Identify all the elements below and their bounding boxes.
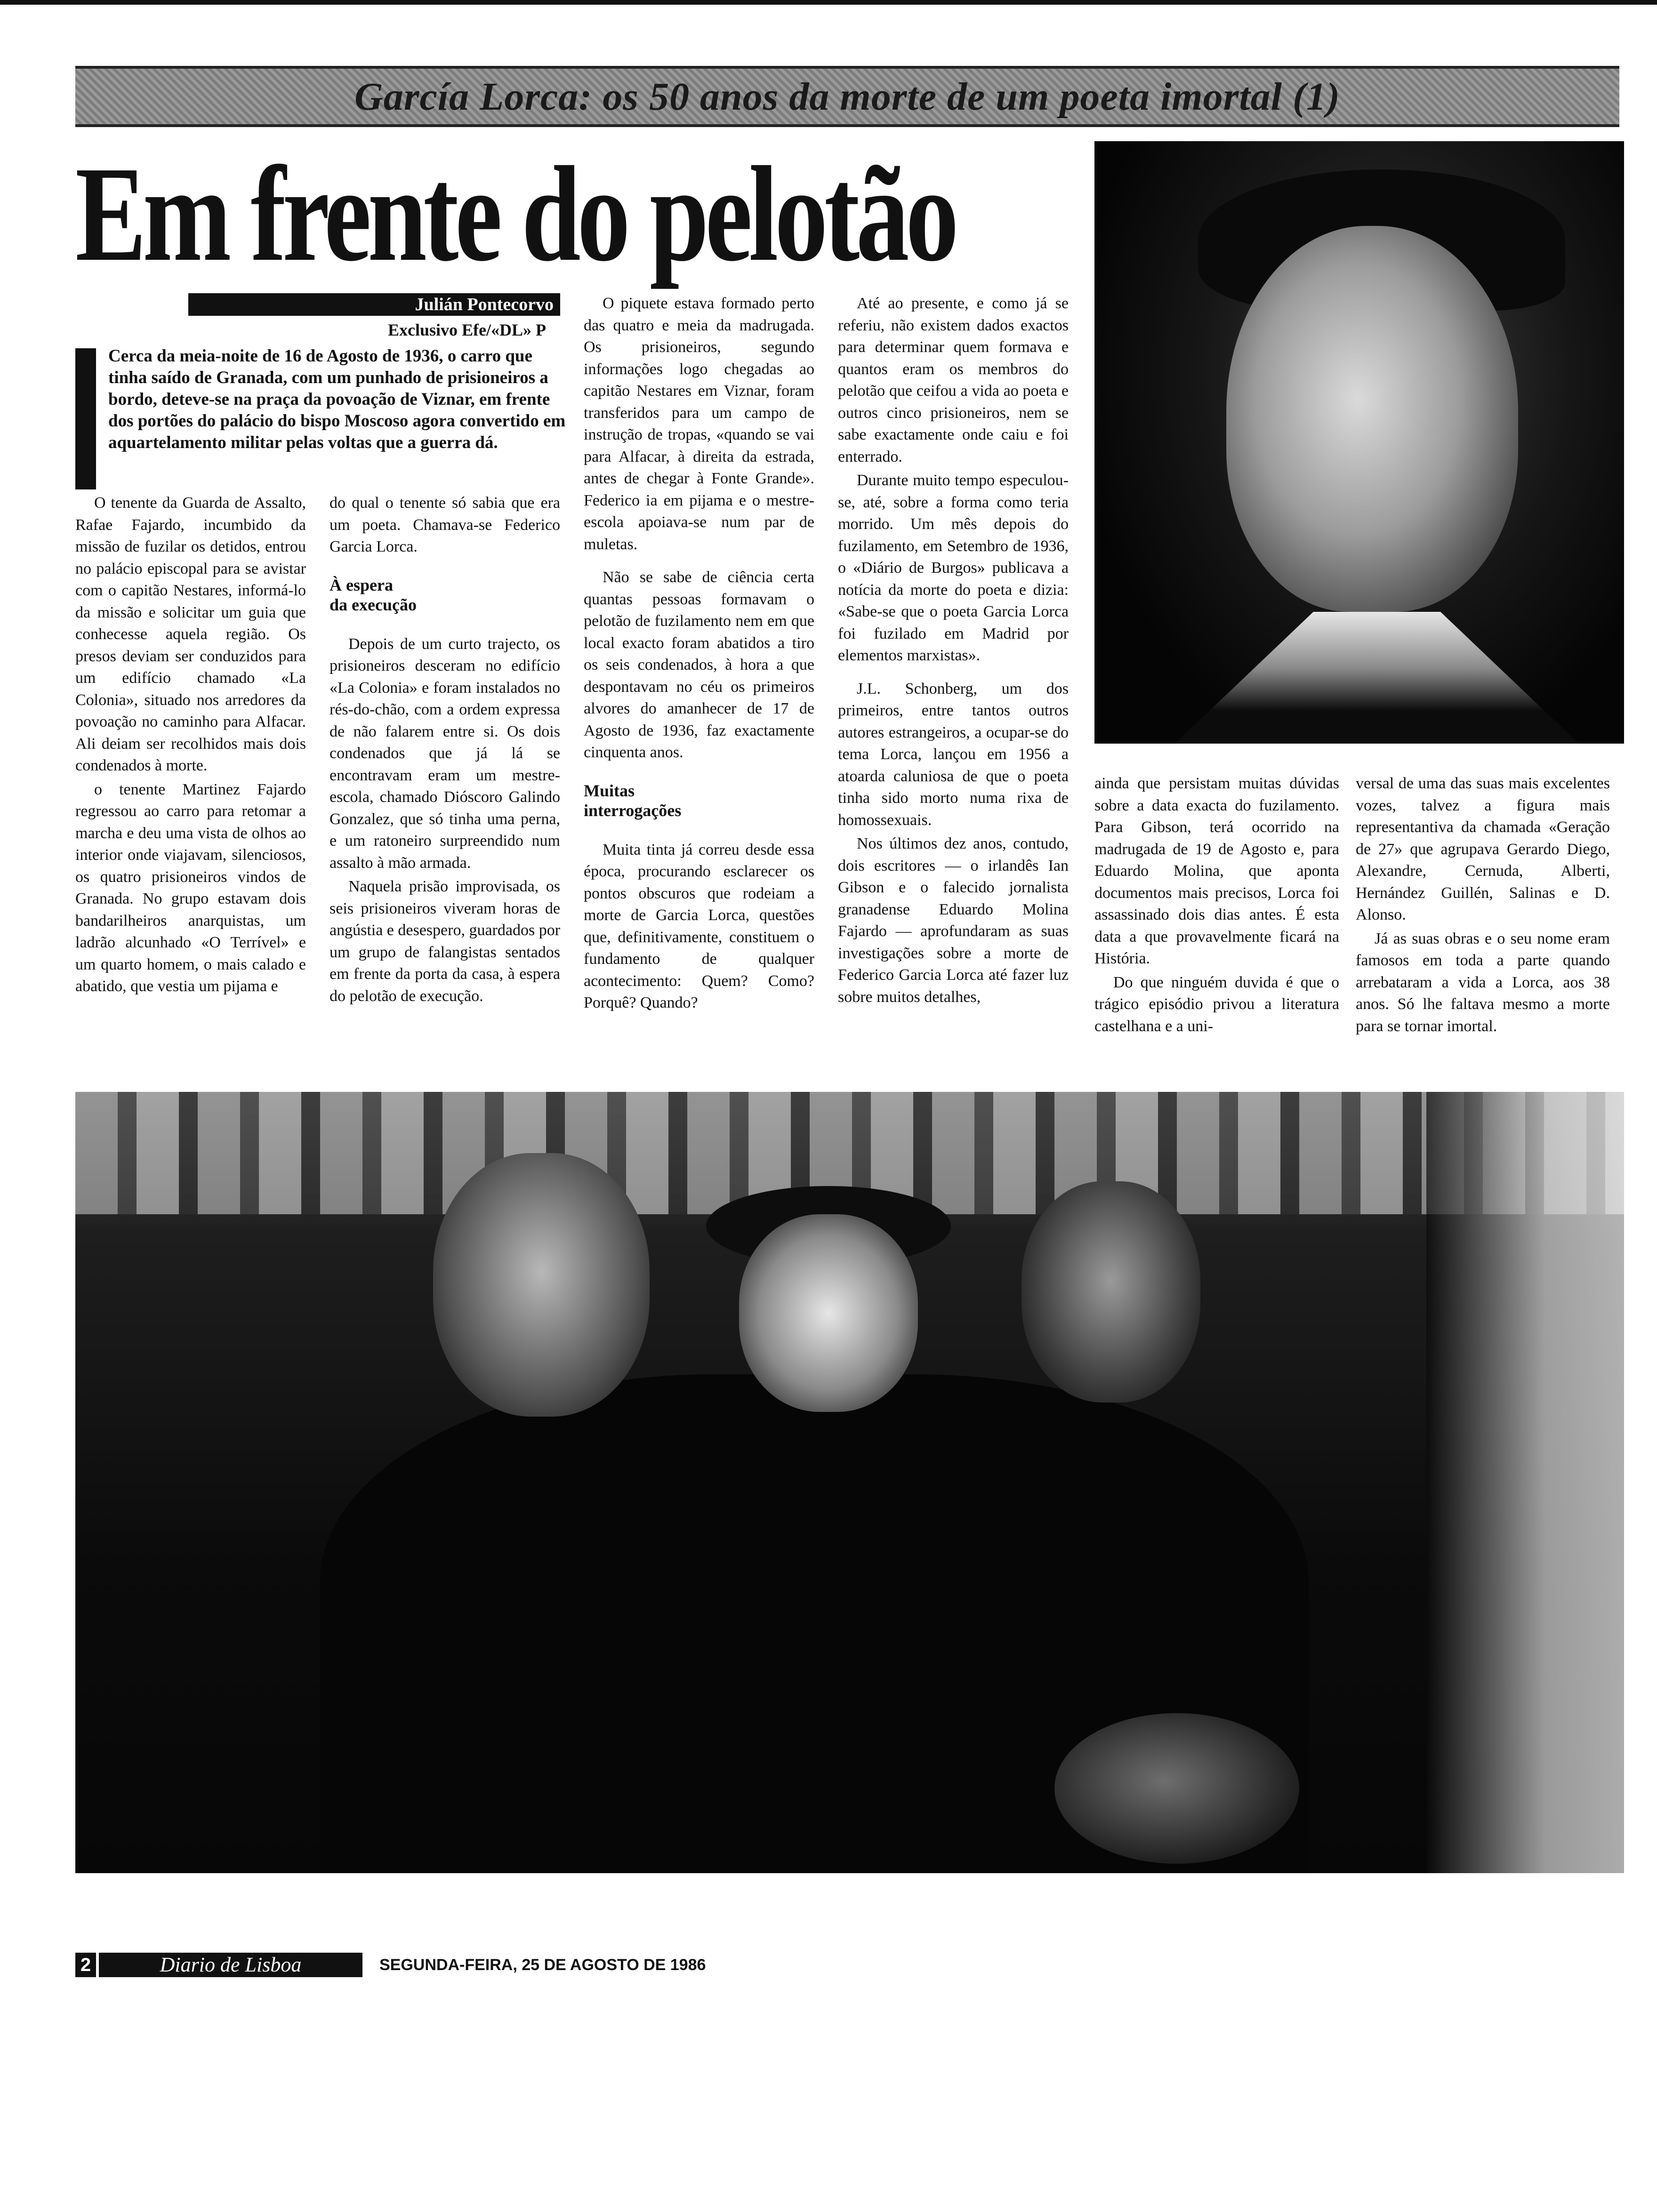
paragraph: Do que ninguém duvida é que o trágico episódio privou a literatura castelhana e a uni- bbox=[1094, 973, 1339, 1035]
paragraph: Já as suas obras e o seu nome eram famosos em toda a parte quando arrebataram a vida a Lorca, aos 38 anos. Só lhe faltava mesmo a morte para se tornar imortal. bbox=[1356, 930, 1610, 1035]
article-column-5 bbox=[1094, 773, 1339, 1039]
photo-person-left bbox=[433, 1153, 650, 1417]
paragraph: Nos últimos dez anos, contudo, dois escritores — o irlandês Ian Gibson e o falecido jornalista granadense Eduardo Molina Fajardo — aprofundaram as suas investigações sobre a morte de Federico Garcia Lorca até fazer luz sobre muitos detalhes, bbox=[838, 835, 1069, 1006]
article-column-3 bbox=[584, 293, 814, 1016]
photo-person-center bbox=[739, 1214, 918, 1412]
page-number: 2 bbox=[75, 1953, 96, 1977]
paragraph: Depois de um curto trajecto, os prisioneiros desceram no edifício «La Colonia» e foram instalados no rés-do-chão, com a ordem expressa de não falarem entre si. Os dois condenados que já lá se encontravam eram um mestre-escola, chamado Dióscoro Galindo Gonzalez, que só tinha uma perna, e um ratoneiro surpreendido num assalto à mão armada. bbox=[330, 635, 560, 872]
subheading-line: Muitas bbox=[584, 781, 635, 800]
article-column-2 bbox=[330, 492, 560, 1009]
portrait-photo bbox=[1094, 141, 1624, 744]
photo-light-edge bbox=[1426, 1092, 1624, 1873]
paragraph: Naquela prisão improvisada, os seis prisioneiros viveram horas de angústia e desespero, guardados por um grupo de falangistas sentados em frente da porta da casa, à espera do pelotão de execução. bbox=[330, 878, 561, 1005]
paragraph: do qual o tenente só sabia que era um poeta. Chamava-se Federico Garcia Lorca. bbox=[330, 494, 560, 555]
headline: Em frente do pelotão bbox=[75, 138, 956, 289]
page-footer bbox=[75, 1948, 828, 1981]
paragraph: O tenente da Guarda de Assalto, Rafae Fajardo, incumbido da missão de fuzilar os detidos, entrou no palácio episcopal para se avistar com o capitão Nestares, informá-lo da missão e solicitar um guia que conhecesse aquela região. Os presos deviam ser conduzidos para um edifício chamado «La Colonia», situado nos arredores da povoação no caminho para Alfacar. Ali deiam ser recolhidos mais dois condenados à morte. bbox=[75, 494, 306, 774]
byline-agency: Exclusivo Efe/«DL» P bbox=[387, 321, 546, 339]
paragraph: Não se sabe de ciência certa quantas pessoas formavam o pelotão de fuzilamento nem em que local exacto foram abatidos a tiro os seis condenados, à hora a que despontavam no céu os primeiros alvores do amanhecer de 17 de Agosto de 1936, faz exactamente cinquenta anos. bbox=[584, 569, 814, 761]
lead-paragraph: Cerca da meia-noite de 16 de Agosto de 1936, o carro que tinha saído de Granada, com um punhado de prisioneiros a bordo, deteve-se na praça da povoação de Viznar, em frente dos portões do palácio do bispo Moscoso agora convertido em aquartelamento militar pelas voltas que a guerra dá. bbox=[108, 346, 566, 452]
footer-date: SEGUNDA-FEIRA, 25 DE AGOSTO DE 1986 bbox=[379, 1956, 706, 1974]
photo-person-right bbox=[1022, 1181, 1200, 1403]
paragraph: Até ao presente, e como já se referiu, não existem dados exactos para determinar quem formava e quantos eram os membros do pelotão que ceifou a vida ao poeta e outros cinco prisioneiros, nem se sabe exactamente onde caiu e foi enterrado. bbox=[838, 295, 1069, 465]
paragraph: Muita tinta já correu desde essa época, procurando esclarecer os pontos obscuros que rodeiam a morte de Garcia Lorca, questões que, definitivamente, constituem o fundamento de qualquer acontecimento: Quem? Como? Porquê? Quando? bbox=[584, 841, 814, 1011]
paragraph: o tenente Martinez Fajardo regressou ao carro para retomar a marcha e deu uma vista de olhos ao interior onde viajavam, silenciosos, os quatro prisioneiros vindos de Granada. No grupo estavam dois bandarilheiros anarquistas, um ladrão alcunhado «O Terrível» e um quarto homem, o mais calado e abatido, que vestia um pijama e bbox=[75, 780, 306, 995]
paragraph: ainda que persistam muitas dúvidas sobre a data exacta do fuzilamento. Para Gibson, terá ocorrido na madrugada de 19 de Agosto e, para Eduardo Molina, que aponta documentos mais precisos, Lorca foi assassinado dois dias antes. É esta data a que provavelmente ficará na História. bbox=[1094, 775, 1339, 967]
lead-marker bbox=[75, 348, 96, 489]
byline-author: Julián Pontecorvo bbox=[415, 295, 554, 314]
photo-held-hat bbox=[1054, 1713, 1299, 1864]
top-rule bbox=[0, 0, 1657, 5]
article-column-1 bbox=[75, 492, 306, 1000]
article-column-6 bbox=[1356, 773, 1610, 1039]
paragraph: versal de uma das suas mais excelentes vozes, talvez a figura mais representantiva da chamada «Geração de 27» que agrupava Gerardo Diego, Alexandre, Cernuda, Alberti, Hernández Guillén, Salinas e D. Alonso. bbox=[1356, 775, 1610, 923]
portrait-face bbox=[1226, 226, 1518, 612]
series-title: García Lorca: os 50 anos da morte de um poeta imortal (1) bbox=[354, 74, 1340, 119]
subheading-line: À espera bbox=[330, 575, 393, 594]
portrait-collar bbox=[1165, 612, 1589, 744]
paragraph: Durante muito tempo especulou-se, até, sobre a forma como teria morrido. Um mês depois do fuzilamento, em Setembro de 1936, o «Diário de Burgos» publicava a notícia da morte do poeta e dizia: «Sabe-se que o poeta Garcia Lorca foi fuzilado em Madrid por elementos marxistas». bbox=[838, 472, 1069, 664]
subheading-a-espera bbox=[330, 575, 560, 615]
masthead-logo: Diario de Lisboa bbox=[99, 1953, 362, 1977]
paragraph: O piquete estava formado perto das quatro e meia da madrugada. Os prisioneiros, segundo informações logo chegadas ao capitão Nestares em Viznar, foram transferidos para um campo de instrução de tropas, «quando se vai para Alfacar, à direita da estrada, antes de chegar à Fonte Grande». Federico ia em pijama e o mestre-escola apoiava-se num par de muletas. bbox=[584, 295, 814, 553]
subheading-muitas-interrogacoes bbox=[584, 781, 814, 820]
group-photo bbox=[75, 1092, 1624, 1873]
subheading-line: da execução bbox=[330, 595, 417, 614]
byline-bar bbox=[188, 293, 560, 316]
article-column-4 bbox=[838, 293, 1069, 1010]
series-banner bbox=[75, 66, 1619, 127]
subheading-line: interrogações bbox=[584, 801, 682, 820]
paragraph: J.L. Schonberg, um dos primeiros, entre tantos outros autores estrangeiros, a ocupar-se do tema Lorca, lançou em 1956 a atoarda caluniosa de que o poeta tinha sido morto numa rixa de homossexuais. bbox=[838, 680, 1069, 829]
